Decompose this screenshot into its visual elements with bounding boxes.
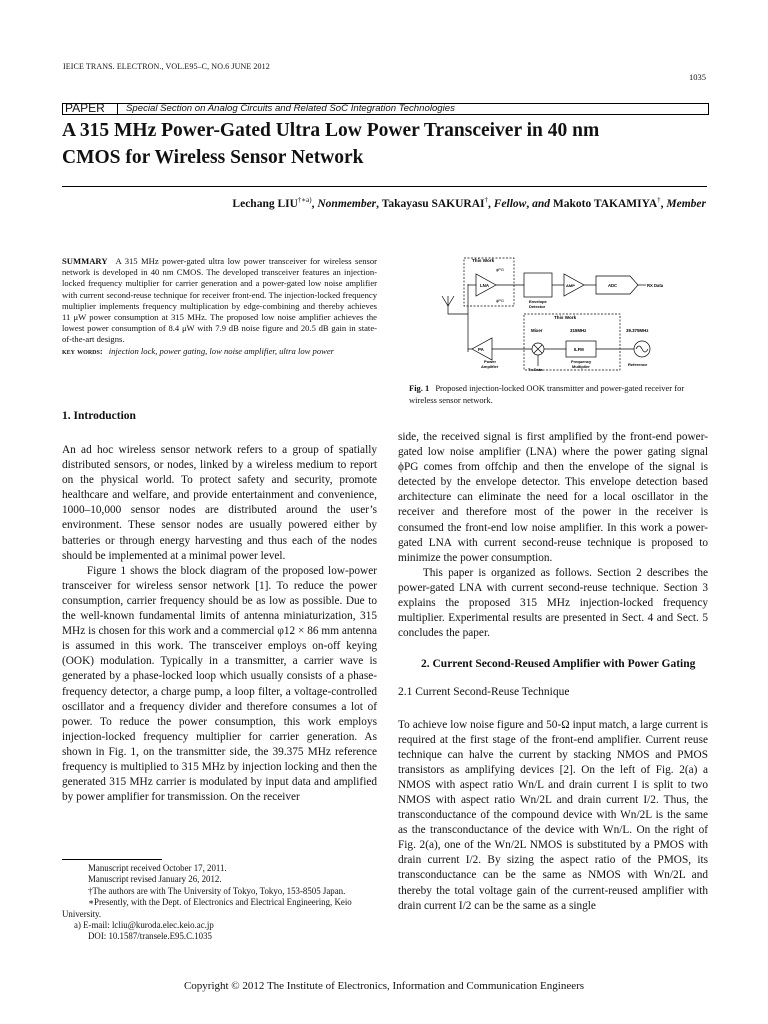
author-name: Takayasu SAKURAI: [381, 197, 485, 210]
banner-divider: [117, 104, 118, 114]
special-section-label: Special Section on Analog Circuits and Related SoC Integration Technologies: [126, 103, 455, 114]
paper-tag: PAPER: [65, 101, 105, 115]
title-line-1: A 315 MHz Power-Gated Ultra Low Power Transceiver in 40 nm: [62, 120, 600, 141]
rx-this-work-box: [464, 258, 514, 306]
left-column-body: [62, 443, 377, 805]
fig-label: Envelope: [529, 299, 547, 304]
footnote-rule: [62, 859, 162, 860]
sine-icon: [636, 346, 648, 352]
section-banner: [62, 103, 709, 115]
author-role: Member: [666, 197, 706, 210]
author-mark: †: [484, 196, 488, 204]
fig-label: Mixer: [531, 328, 543, 333]
caption-text: Proposed injection-locked OOK transmitter and power-gated receiver for wireless sensor network.: [409, 383, 685, 405]
fig-label: This Work: [554, 315, 577, 320]
paper-title: [62, 117, 722, 171]
summary-label: SUMMARY: [62, 256, 108, 266]
paragraph: side, the received signal is first amplified by the front-end power-gated low noise amplifier (LNA) where the power gating signal ϕPG comes from offchip and then the envelope of the signal is detected by the envelope detector. This envelope detection based architecture can eliminate the need for a local oscillator in the receiver and therefore most of the power in the receiver is consumed the front-end low noise amplifier. In this work a power-gated LNA with current second-reuse technique is proposed to minimize the power consumption.: [398, 431, 708, 564]
summary-text: A 315 MHz power-gated ultra low power transceiver for wireless sensor network is developed in 40 nm CMOS. The developed transceiver features an injection-locked frequency multiplier for carrier generation and a power-gated low noise amplifier with current second-reuse technique for receiver front-end. The injection-locked frequency multiplier implements frequency multiplication by edge-combining and thereby achieves 11 μW power consumption at 315 MHz. The proposed low noise amplifier achieves the lowest power consumption of 8.4 μW with 7.9 dB noise figure and 20.5 dB gain in state-of-the-art designs.: [62, 256, 377, 345]
fig-label: Detector: [529, 304, 546, 309]
footnote: a) E-mail: lcliu@kuroda.elec.keio.ac.jp: [74, 920, 214, 931]
keywords-label: key words:: [62, 345, 103, 356]
copyright-footer: Copyright © 2012 The Institute of Electronics, Information and Communication Engineers: [183, 980, 585, 992]
fig-label: Amplifier: [481, 364, 499, 369]
author-line: Lechang $LIU^{\dagger∗a)}$, Nonmember, Takayasu SAKURAI†, Fellow, and Makoto TAKAMIYA†, Member: [232, 196, 706, 210]
subsection-heading-2-1: 2.1 Current Second-Reuse Technique: [398, 686, 570, 699]
footnote: †The authors are with The University of Tokyo, Tokyo, 153-8505 Japan.: [88, 885, 346, 896]
fig-label: Multiplier: [572, 364, 590, 369]
fig-label: AMP: [566, 283, 575, 288]
right-column-body: [398, 430, 708, 914]
fig-label: ϕPG: [496, 298, 505, 303]
section-heading-2: 2. Current Second-Reused Amplifier with Power Gating: [421, 658, 696, 671]
paragraph: Figure 1 shows the block diagram of the proposed low-power transceiver for wireless sensor network [1]. To reduce the power consumption, carrier frequency should be as low as possible. Due to the well-known fundamental limits of antenna miniaturization, 315 MHz is chosen for this work and a commercial φ12 × 86 mm antenna is assumed in this work. The transceiver employs on-off keying (OOK) modulation. Typically in a transmitter, a carrier wave is generated by a phase-locked loop which usually consists of a phase-frequency detector, a charge pump, a loop filter, a voltage-controlled oscillator and a frequency divider and therefore consumes a lot of power. To reduce the power consumption, this work employs injection-locked frequency multiplier for carrier generation. As shown in Fig. 1, on the transmitter side, the 39.375 MHz reference frequency is multiplied to 315 MHz by injection locking and then the generated 315 MHz carrier is modulated by input data and amplified by power amplifier for transmission. On the receiver: [62, 564, 377, 804]
keywords: [62, 346, 377, 357]
fig-label: ϕPG: [496, 267, 505, 272]
paragraph: This paper is organized as follows. Section 2 describes the power-gated LNA with current second-reuse technique. Section 3 explains the proposed 315 MHz injection-locked frequency multiplier. Experimental results are presented in Sect. 4 and Sect. 5 concludes the paper.: [398, 566, 708, 640]
footnote: Manuscript received October 17, 2011.: [88, 863, 227, 873]
fig-label: Reference: [628, 362, 648, 367]
author-role: Nonmember: [317, 197, 377, 210]
paragraph: An ad hoc wireless sensor network refers to a group of spatially distributed sensors, or nodes, linked by a wireless medium to report on the physical world. To protect safety and security, promote healthcare and welfare, and provide entertainment and convenience, 1000–10,000 sensor nodes are distributed around the user’s environment. These sensor nodes are usually powered either by batteries or through energy harvesting and thus each of the nodes should be implemented at a minimal power level.: [62, 444, 377, 562]
fig-label: LNA: [480, 283, 490, 288]
mixer-cross: [534, 345, 542, 353]
fig-label: PA: [478, 347, 484, 352]
author-mark: †∗a): [297, 196, 312, 204]
author-name: Makoto TAKAMIYA: [552, 197, 658, 210]
footnote: DOI: 10.1587/transele.E95.C.1035: [88, 931, 212, 942]
fig-label: RX Data: [647, 283, 664, 288]
caption-label: Fig. 1: [409, 383, 430, 393]
fig-label: ILFM: [574, 347, 584, 352]
figure-lines: [442, 258, 650, 370]
keywords-text: injection lock, power gating, low noise amplifier, ultra low power: [108, 345, 335, 356]
section-heading-intro: 1. Introduction: [62, 410, 136, 422]
fig-label: ADC: [608, 283, 618, 288]
author-mark: †: [657, 196, 661, 204]
antenna-icon: [442, 296, 454, 306]
abstract: [62, 256, 377, 357]
journal-header: IEICE TRANS. ELECTRON., VOL.E95–C, NO.6 JUNE 2012: [63, 62, 270, 71]
fig-label: This Work: [472, 258, 495, 263]
figure-1-block-diagram: [438, 254, 708, 374]
footnote: Manuscript revised January 26, 2012.: [88, 874, 222, 885]
and-word: and: [532, 197, 550, 210]
footnotes: [62, 859, 377, 943]
antenna-feed: [448, 306, 468, 314]
author-role: Fellow: [493, 197, 527, 210]
fig-label: Frequency: [571, 359, 592, 364]
fig-label: Tx Data: [528, 367, 543, 372]
fig-label: Power: [484, 359, 497, 364]
paragraph: To achieve low noise figure and 50-Ω input match, a large current is required at the first stage of the front-end amplifier. Current reuse technique can halve the current by stacking NMOS and PMOS transistors as amplifying devices [2]. On the left of Fig. 2(a) a NMOS with aspect ratio Wn/L and drain current I is split to two NMOS with aspect ratio Wn/2L and drain current I/2. Thus, the transconductance of the compound device with Wn/2L is the same as the transconductance of the device with Wn/L. On the right of Fig. 2(a), one of the Wn/2L NMOS is substituted by a PMOS with drain current I/2. By sizing the aspect ratio of the PMOS, its transconductance can be the same as NMOS with Wn/2L and thereby the total voltage gain of the current-reused amplifier with drain current I/2 can be the same as a single: [398, 718, 708, 912]
footnote: ∗Presently, with the Dept. of Electronics and Electrical Engineering, Keio University.: [62, 897, 352, 919]
figure-1-caption: [409, 383, 709, 406]
title-rule: [62, 186, 707, 187]
page-number: 1035: [689, 72, 706, 82]
fig-label: 39.375MHz: [626, 328, 649, 333]
fig-label: 315MHz: [570, 328, 587, 333]
author-name: Lechang LIU: [232, 197, 298, 210]
title-line-2: CMOS for Wireless Sensor Network: [62, 147, 364, 168]
envelope-detector-box: [524, 273, 552, 297]
